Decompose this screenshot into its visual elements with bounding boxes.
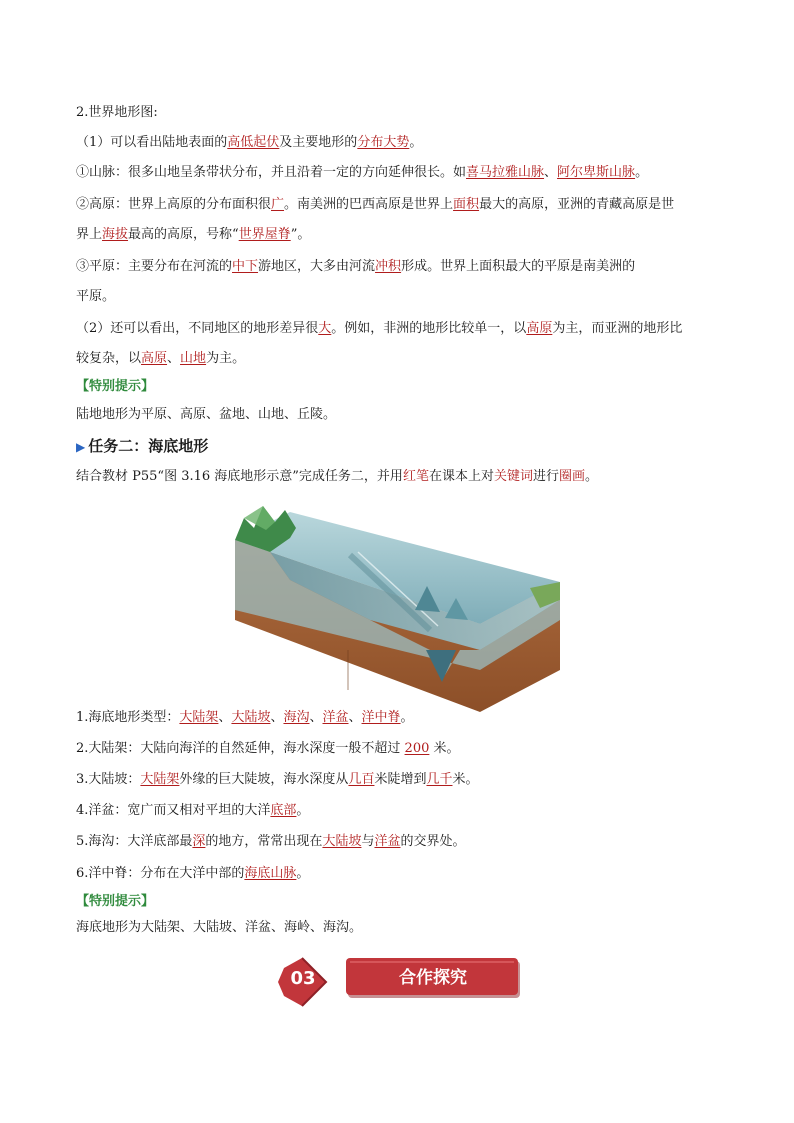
seafloor-terrain-illustration (230, 500, 560, 715)
section-number: 03 (290, 968, 316, 989)
triangle-arrow-icon: ▶ (76, 440, 86, 454)
special-tip-label: 【特别提示】 (76, 379, 155, 394)
paragraph-plateaus-line1: ②高原：世界上高原的分布面积很广。南美洲的巴西高原是世界上面积最大的高原，亚洲的青藏高原是世 (76, 197, 675, 212)
ocean-basin-definition: 4.洋盆：宽广而又相对平坦的大洋底部。 (76, 803, 310, 818)
paragraph-regional-difference-line1: （2）还可以看出，不同地区的地形差异很大。例如，非洲的地形比较单一，以高原为主，而亚洲的地形比 (76, 321, 683, 336)
section-heading-world-terrain: 2.世界地形图: (76, 105, 158, 120)
special-tip-seafloor-terrain: 海底地形为大陆架、大陆坡、洋盆、海岭、海沟。 (76, 920, 363, 935)
mid-ocean-ridge-definition: 6.洋中脊：分布在大洋中部的海底山脉。 (76, 866, 310, 881)
continental-slope-definition: 3.大陆坡：大陆架外缘的巨大陡坡，海水深度从几百米陡增到几千米。 (76, 772, 479, 787)
paragraph-plains-line1: ③平原：主要分布在河流的中下游地区，大多由河流冲积形成。世界上面积最大的平原是南美洲的 (76, 259, 636, 274)
special-tip-label-2: 【特别提示】 (76, 894, 155, 909)
task-two-instruction: 结合教材 P55“图 3.16 海底地形示意”完成任务二，并用红笔在课本上对关键词进行圈画。 (76, 469, 599, 484)
paragraph-regional-difference-line2: 较复杂，以高原、山地为主。 (76, 351, 246, 366)
paragraph-mountains: ①山脉：很多山地呈条带状分布，并且沿着一定的方向延伸很长。如喜马拉雅山脉、阿尔卑斯山脉。 (76, 165, 649, 180)
section-title: 合作探究 (399, 968, 467, 988)
task-two-heading: ▶ 任务二：海底地形 (76, 437, 209, 455)
special-tip-land-terrain: 陆地地形为平原、高原、盆地、山地、丘陵。 (76, 407, 337, 422)
continental-shelf-definition: 2.大陆架：大陆向海洋的自然延伸，海水深度一般不超过 200 米。 (76, 741, 460, 756)
ocean-trench-definition: 5.海沟：大洋底部最深的地方，常常出现在大陆坡与洋盆的交界处。 (76, 834, 466, 849)
paragraph-plateaus-line2: 界上海拔最高的高原，号称“世界屋脊”。 (76, 227, 311, 242)
seafloor-types: 1.海底地形类型：大陆架、大陆坡、海沟、洋盆、洋中脊。 (76, 710, 414, 725)
paragraph-plains-line2: 平原。 (76, 289, 116, 304)
paragraph-terrain-overview: （1）可以看出陆地表面的高低起伏及主要地形的分布大势。 (76, 135, 423, 150)
